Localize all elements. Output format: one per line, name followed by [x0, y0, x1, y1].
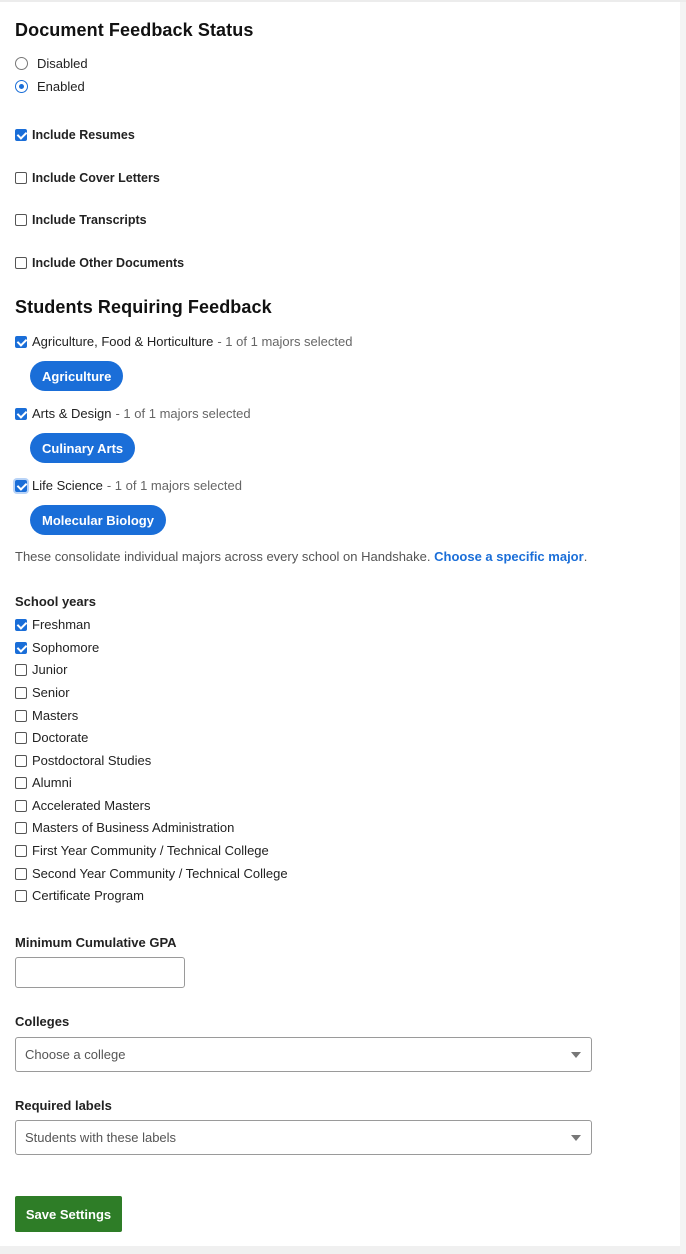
school-year-alumni-label: Alumni: [32, 775, 72, 790]
majors-note: [15, 549, 587, 564]
include-cover-letters-label: Include Cover Letters: [32, 171, 160, 185]
school-year-junior[interactable]: [15, 662, 67, 677]
school-year-second-year-cc-label: Second Year Community / Technical College: [32, 866, 288, 881]
group-agriculture-label: Agriculture, Food & Horticulture: [32, 334, 214, 349]
feedback-status-title: Document Feedback Status: [15, 20, 254, 40]
gpa-input[interactable]: [15, 957, 185, 988]
school-year-doctorate-label: Doctorate: [32, 730, 89, 745]
school-year-masters-checkbox[interactable]: [15, 710, 27, 722]
school-year-postdoctoral-checkbox[interactable]: [15, 755, 27, 767]
group-life-science-checkbox[interactable]: [15, 480, 27, 492]
group-arts-design-count: - 1 of 1 majors selected: [115, 406, 251, 421]
school-year-second-year-cc[interactable]: [15, 866, 288, 881]
school-year-sophomore-checkbox[interactable]: [15, 642, 27, 654]
checkbox-include-cover-letters-box[interactable]: [15, 172, 27, 184]
school-year-certificate-label: Certificate Program: [32, 888, 144, 903]
required-labels-label: Required labels: [15, 1098, 112, 1113]
colleges-select[interactable]: [15, 1037, 592, 1072]
majors-note-text: These consolidate individual majors across every school on Handshake.: [15, 549, 431, 564]
school-year-second-year-cc-checkbox[interactable]: [15, 868, 27, 880]
school-year-postdoctoral-label: Postdoctoral Studies: [32, 753, 152, 768]
school-year-first-year-cc[interactable]: [15, 843, 269, 858]
school-year-freshman-label: Freshman: [32, 617, 91, 632]
required-labels-select[interactable]: [15, 1120, 592, 1155]
school-year-first-year-cc-label: First Year Community / Technical College: [32, 843, 269, 858]
school-year-accelerated-masters-checkbox[interactable]: [15, 800, 27, 812]
school-year-freshman[interactable]: [15, 617, 91, 632]
checkbox-include-transcripts[interactable]: [15, 213, 147, 227]
school-year-certificate-checkbox[interactable]: [15, 890, 27, 902]
right-gutter: [680, 2, 686, 1254]
school-year-doctorate-checkbox[interactable]: [15, 732, 27, 744]
group-agriculture[interactable]: [15, 334, 352, 349]
save-settings-button[interactable]: Save Settings: [15, 1196, 122, 1232]
checkbox-include-other-documents-box[interactable]: [15, 257, 27, 269]
colleges-label: Colleges: [15, 1014, 70, 1029]
top-border: [0, 0, 686, 2]
group-arts-design-label: Arts & Design: [32, 406, 112, 421]
school-year-mba-checkbox[interactable]: [15, 822, 27, 834]
school-year-senior-label: Senior: [32, 685, 70, 700]
school-year-first-year-cc-checkbox[interactable]: [15, 845, 27, 857]
school-year-alumni-checkbox[interactable]: [15, 777, 27, 789]
school-year-sophomore[interactable]: [15, 640, 99, 655]
school-year-accelerated-masters[interactable]: [15, 798, 151, 813]
checkbox-include-transcripts-box[interactable]: [15, 214, 27, 226]
school-year-doctorate[interactable]: [15, 730, 88, 745]
students-feedback-title: Students Requiring Feedback: [15, 297, 272, 317]
group-agriculture-count: - 1 of 1 majors selected: [217, 334, 353, 349]
group-life-science-label: Life Science: [32, 478, 103, 493]
checkbox-include-resumes[interactable]: [15, 128, 135, 142]
school-year-senior[interactable]: [15, 685, 70, 700]
group-arts-design[interactable]: [15, 406, 251, 421]
school-year-certificate[interactable]: [15, 888, 144, 903]
bottom-border: [0, 1246, 680, 1254]
majors-note-end: .: [583, 549, 588, 564]
school-year-junior-checkbox[interactable]: [15, 664, 27, 676]
group-life-science[interactable]: [15, 478, 242, 493]
school-year-mba[interactable]: [15, 820, 234, 835]
radio-disabled-control[interactable]: [15, 57, 28, 70]
include-transcripts-label: Include Transcripts: [32, 213, 147, 227]
school-year-accelerated-masters-label: Accelerated Masters: [32, 798, 151, 813]
major-chip-culinary-arts[interactable]: Culinary Arts: [30, 433, 135, 463]
checkbox-include-other-documents[interactable]: [15, 256, 184, 270]
group-agriculture-checkbox[interactable]: [15, 336, 27, 348]
include-other-documents-label: Include Other Documents: [32, 256, 185, 270]
include-resumes-label: Include Resumes: [32, 128, 135, 142]
radio-enabled-control[interactable]: [15, 80, 28, 93]
major-chip-molecular-biology[interactable]: Molecular Biology: [30, 505, 166, 535]
major-chip-agriculture[interactable]: Agriculture: [30, 361, 123, 391]
school-year-sophomore-label: Sophomore: [32, 640, 100, 655]
group-life-science-count: - 1 of 1 majors selected: [106, 478, 242, 493]
radio-disabled[interactable]: [15, 56, 88, 71]
colleges-placeholder: Choose a college: [25, 1047, 126, 1062]
school-year-mba-label: Masters of Business Administration: [32, 820, 235, 835]
school-year-masters-label: Masters: [32, 708, 79, 723]
gpa-label: Minimum Cumulative GPA: [15, 935, 177, 950]
school-year-postdoctoral[interactable]: [15, 753, 151, 768]
checkbox-include-cover-letters[interactable]: [15, 171, 160, 185]
school-year-freshman-checkbox[interactable]: [15, 619, 27, 631]
checkbox-include-resumes-box[interactable]: [15, 129, 27, 141]
required-labels-placeholder: Students with these labels: [25, 1130, 177, 1145]
chevron-down-icon: [571, 1052, 581, 1058]
radio-disabled-label: Disabled: [37, 56, 88, 71]
school-year-senior-checkbox[interactable]: [15, 687, 27, 699]
school-year-masters[interactable]: [15, 708, 78, 723]
chevron-down-icon: [571, 1135, 581, 1141]
school-year-alumni[interactable]: [15, 775, 72, 790]
school-year-junior-label: Junior: [32, 662, 68, 677]
group-arts-design-checkbox[interactable]: [15, 408, 27, 420]
radio-enabled[interactable]: [15, 79, 85, 94]
school-years-label: School years: [15, 594, 96, 609]
choose-specific-major-link[interactable]: Choose a specific major: [434, 549, 584, 564]
radio-enabled-label: Enabled: [37, 79, 85, 94]
